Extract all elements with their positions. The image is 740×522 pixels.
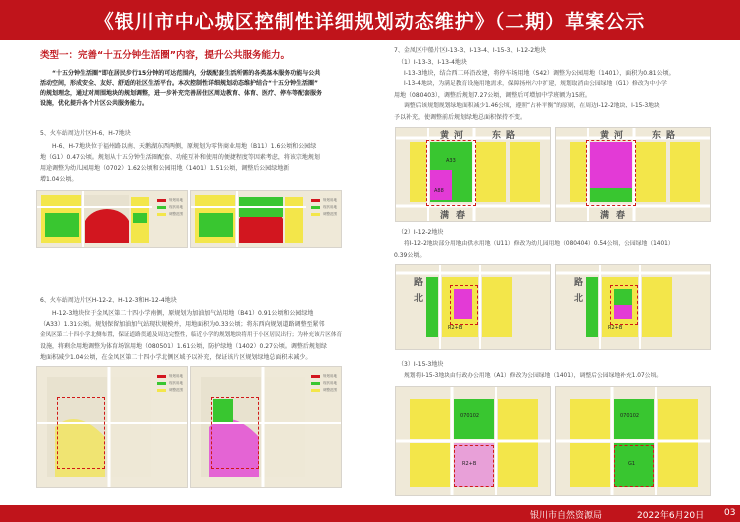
map-6-after [190, 366, 342, 488]
block-label: R2+B [448, 325, 463, 331]
legend-swatch-yellow [157, 389, 166, 392]
map-7a-before [395, 127, 551, 222]
legend-label: 现状用地 [323, 381, 337, 385]
section-6-text-2: （A33）1.31公顷。规划保留加油加气站现状规模并，用地面积为0.33公顷；将东西向规划道路调整至紧邻 [40, 321, 325, 328]
section-7-text-8: 规划将I-15-3地块由行政办公用地（A1）修改为公园绿地（1401），调整后公园绿地补充1.07公顷。 [404, 373, 663, 379]
road-char: 路 [506, 131, 516, 141]
road-char: 满 [440, 211, 450, 221]
section-7-text-3: 用地（080403），调整后规划7.27公顷，调整后可增加中学班额为15班。 [394, 92, 591, 99]
adjust-boundary [454, 445, 494, 487]
road-char: 河 [614, 131, 624, 141]
adjust-boundary [426, 140, 476, 206]
section-5-title: 5、火车站周边片区H-6、H-7地块 [40, 130, 131, 137]
footer-date: 2022年6月20日 [637, 511, 705, 521]
section-5-text-4: 增1.04公顷。 [40, 176, 78, 183]
section-5-text-3: 用途调整为幼儿园用地（0702）1.62公顷和公园用地（1401）1.51公顷，调整后公园绿地新 [40, 165, 290, 172]
section-7-text-5: 予以补充，使调整前后规划绿地总面积保持不变。 [394, 114, 527, 121]
legend-label: 规划用地 [169, 198, 183, 202]
legend-swatch-green [311, 382, 320, 385]
legend-label: 规划用地 [169, 374, 183, 378]
legend-swatch-green [311, 206, 320, 209]
section-7-sub-2: （2）I-12-2地块 [398, 229, 444, 236]
legend-swatch-yellow [311, 213, 320, 216]
road-char: 春 [456, 211, 466, 221]
section-7-sub-1: （1）I-13-3、I-13-4地块 [398, 59, 467, 66]
intro-line-1: “十五分钟生活圈”即在居民步行15分钟的可达范围内，分级配套生活所需的各类基本服务功能与公共 [52, 70, 321, 77]
road-char: 路 [414, 278, 424, 288]
section-6-text-4: 设施，将剩余用地调整为体育场馆用地（080501）1.61公顷，防护绿地（1402）0.27公顷。调整后规划绿 [40, 343, 327, 350]
legend-swatch-green [157, 206, 166, 209]
block-label: 070102 [620, 413, 640, 419]
section-5-text-2: 地（G1）0.47公顷。规划从十五分钟生活圈配套、功能互补和使用的便捷程度等因素考虑，将该宗地规划 [40, 154, 320, 161]
section-5-text-1: H-6、H-7地块位于福州路以南、天鹅湖东西两侧，原规划为零售商业用地（B11）1.6公顷和公园绿 [52, 143, 317, 150]
legend-label: 调整范围 [169, 388, 183, 392]
road-char: 路 [666, 131, 676, 141]
map-7b-after [555, 264, 711, 350]
road-char: 春 [616, 211, 626, 221]
legend-swatch-yellow [157, 213, 166, 216]
adjust-boundary [450, 285, 478, 325]
intro-line-2: 活动空间，形成安全、友好、舒适的社区生活平台。本次控制性详细规划动态维护结合“十五分钟生活圈” [40, 80, 318, 87]
map-7c-before [395, 386, 551, 496]
legend-label: 规划用地 [323, 374, 337, 378]
footer-bar [0, 505, 740, 522]
section-6-text-3: 金凤区第二十四小学北侧布置，保证道路贯通及周边完整性，临近小学的规划地块将用于小区居民出行；为补充该片区体育 [40, 332, 343, 338]
section-7-title: 7、金凤区中船片区I-13-3、I-13-4、I-15-3、I-12-2地块 [394, 47, 547, 54]
adjust-boundary [57, 397, 105, 469]
page-number: 03 [724, 508, 736, 518]
map-7a-after [555, 127, 711, 222]
block-label: G1 [628, 461, 636, 467]
road-char: 河 [454, 131, 464, 141]
legend-label: 调整范围 [169, 212, 183, 216]
section-heading: 类型一：完善“十五分钟生活圈”内容，提升公共服务能力。 [40, 50, 290, 61]
road-char: 黄 [440, 131, 450, 141]
road-char: 东 [652, 131, 662, 141]
road-char: 北 [414, 294, 424, 304]
adjust-boundary [610, 285, 638, 325]
adjust-boundary [614, 445, 654, 487]
section-7-text-4: 调整后该规划规划绿地面积减少1.46公顷，遵照“占补平衡”的原则，在周边I-12-2地块、I-15-3地块 [404, 103, 660, 109]
legend-swatch-green [157, 382, 166, 385]
section-7-text-1: I-13-3地块，结合西二环沿改建，将停车场用地（S42）调整为公园用地（1401），面积为0.81公顷。 [404, 70, 675, 77]
block-label: A33 [446, 158, 456, 164]
map-5-after [190, 190, 342, 248]
intro-line-4: 设施，优化提升各个片区公共服务能力。 [40, 100, 149, 107]
footer-org: 银川市自然资源局 [530, 511, 603, 521]
section-7-sub-3: （3）I-15-3地块 [398, 361, 444, 368]
road-char: 东 [492, 131, 502, 141]
legend-label: 规划用地 [323, 198, 337, 202]
legend-swatch-red [311, 375, 320, 378]
map-6-before [36, 366, 188, 488]
legend-label: 调整范围 [323, 388, 337, 392]
section-6-title: 6、火车站周边片区H-12-2、H-12-3和H-12-4地块 [40, 297, 177, 304]
road-char: 北 [574, 294, 584, 304]
section-7-text-6: 将I-12-2地块部分用地由供水用地（U11）修改为幼儿园用地（080404）0.54公顷，公园绿地（1401） [404, 241, 674, 247]
legend-label: 调整范围 [323, 212, 337, 216]
intro-line-3: 的规划理念，通过对周围地块的规划调整，进一步补充完善居住区周边教育、体育、医疗、停车等配套服务 [40, 90, 323, 97]
block-label: R2+B [608, 325, 623, 331]
adjust-boundary [211, 397, 259, 469]
adjust-boundary [586, 140, 636, 206]
block-label: R2+B [462, 461, 477, 467]
map-7b-before [395, 264, 551, 350]
legend-swatch-red [311, 199, 320, 202]
block-label: 070102 [460, 413, 480, 419]
legend-swatch-red [157, 375, 166, 378]
section-7-text-2: I-13-4地块，为满足教育设施用地需求，保障扬州六中扩建，规划取消由公园绿地（G1）修改为中小学 [404, 81, 667, 87]
legend-swatch-yellow [311, 389, 320, 392]
page-title: 《银川市中心城区控制性详细规划动态维护》（二期）草案公示 [0, 0, 740, 40]
map-7c-after [555, 386, 711, 496]
section-7-text-7: 0.39公顷。 [394, 252, 426, 259]
road-char: 黄 [600, 131, 610, 141]
legend-label: 现状用地 [169, 381, 183, 385]
road-char: 路 [574, 278, 584, 288]
block-label: A88 [434, 188, 444, 194]
section-6-text-5: 地面积减少1.04公顷，在金凤区第二十四小学北侧区域予以补充，保证该片区规划绿地总面积未减少。 [40, 354, 312, 361]
legend-label: 现状用地 [169, 205, 183, 209]
section-6-text-1: H-12-3地块位于金凤区第二十四小学南侧，原规划为加油加气站用地（B41）0.91公顷和公园绿地 [52, 310, 314, 317]
map-5-before [36, 190, 188, 248]
road-char: 满 [600, 211, 610, 221]
legend-label: 现状用地 [323, 205, 337, 209]
legend-swatch-red [157, 199, 166, 202]
